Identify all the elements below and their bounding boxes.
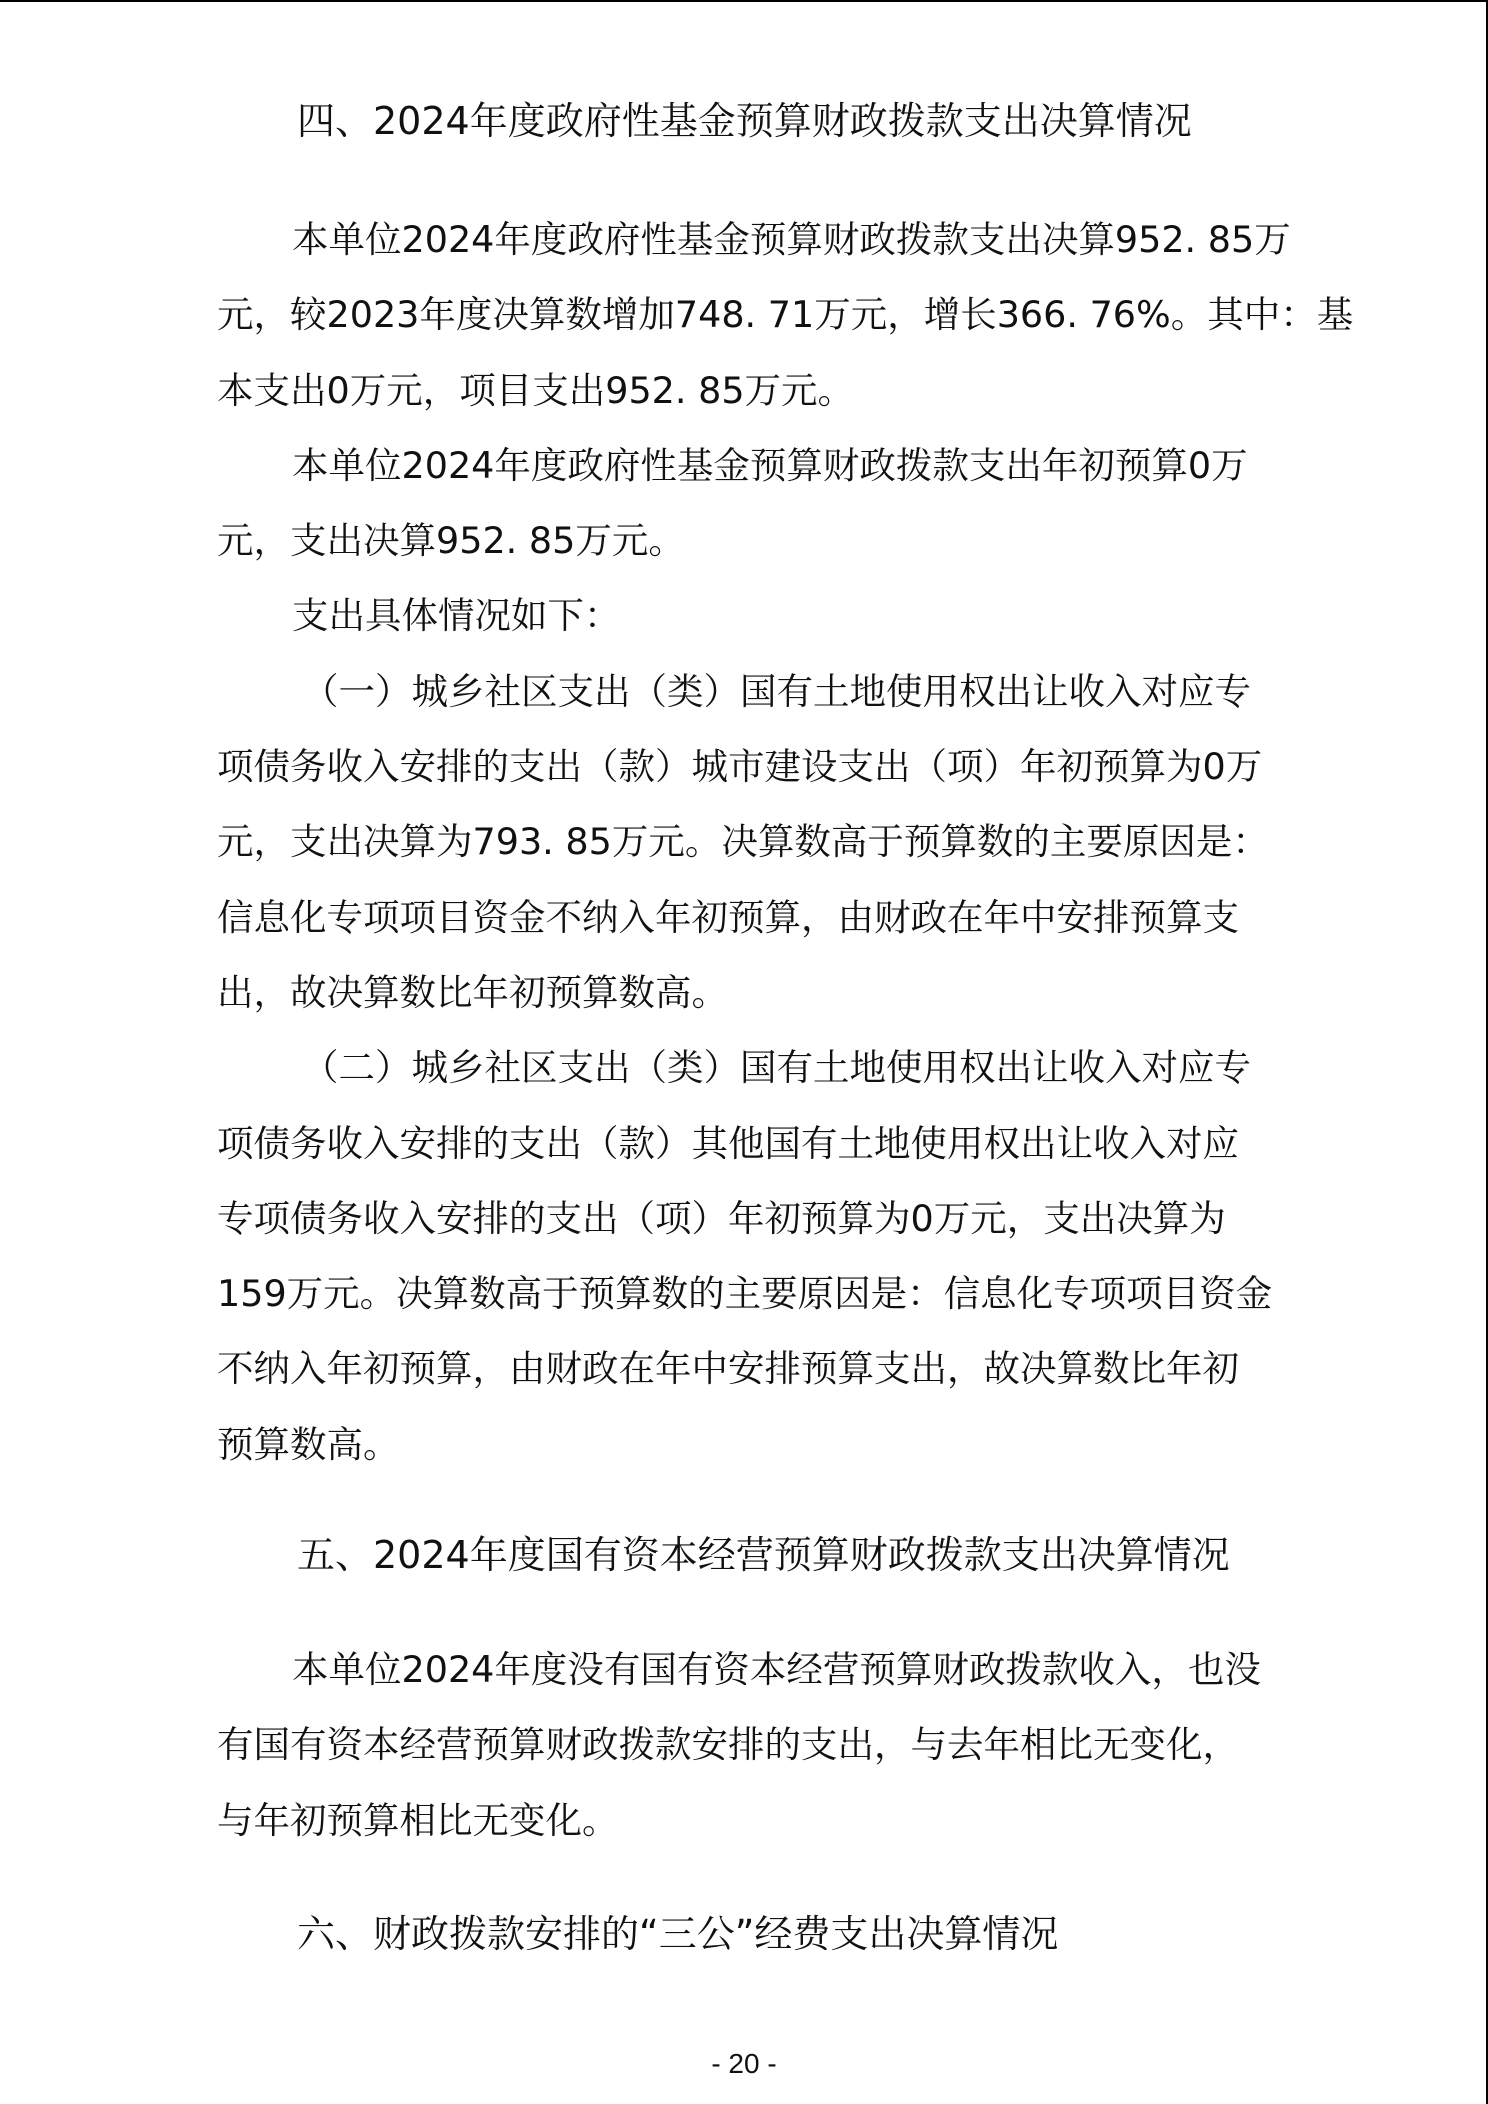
section-4-item-1	[217, 654, 1287, 1030]
section-4-paragraph-total	[217, 202, 1354, 428]
text-line: 项债务收入安排的支出（款）其他国有土地使用权出让收入对应	[217, 1121, 1239, 1165]
text-line: 专项债务收入安排的支出（项）年初预算为0万元，支出决算为	[217, 1196, 1226, 1240]
text-line: 项债务收入安排的支出（款）城市建设支出（项）年初预算为0万	[217, 745, 1263, 789]
section-4-paragraph-intro	[217, 578, 1287, 653]
text-line: 不纳入年初预算，由财政在年中安排预算支出，故决算数比年初	[217, 1347, 1239, 1391]
text-line: 信息化专项项目资金不纳入年初预算，由财政在年中安排预算支	[217, 895, 1239, 939]
text-line: 本单位2024年度政府性基金预算财政拨款支出年初预算0万	[292, 443, 1248, 487]
section-4-heading: 四、2024年度政府性基金预算财政拨款支出决算情况	[297, 99, 1192, 143]
text-line: 本支出0万元，项目支出952. 85万元。	[217, 368, 855, 412]
text-line: （一）城乡社区支出（类）国有土地使用权出让收入对应专	[302, 669, 1251, 713]
text-line: 元，支出决算952. 85万元。	[217, 519, 685, 563]
section-6-heading: 六、财政拨款安排的“三公”经费支出决算情况	[297, 1911, 1059, 1956]
text-line: 元，较2023年度决算数增加748. 71万元，增长366. 76%。其中：基	[217, 293, 1354, 337]
text-line: 有国有资本经营预算财政拨款安排的支出，与去年相比无变化，	[217, 1723, 1239, 1767]
text-line: 本单位2024年度没有国有资本经营预算财政拨款收入，也没	[292, 1648, 1261, 1692]
text-line: （二）城乡社区支出（类）国有土地使用权出让收入对应专	[302, 1046, 1251, 1090]
document-body	[217, 88, 1354, 1968]
section-5-heading: 五、2024年度国有资本经营预算财政拨款支出决算情况	[297, 1533, 1230, 1578]
section-4-item-2	[217, 1030, 1287, 1482]
section-5-paragraph	[217, 1632, 1287, 1858]
text-line: 元，支出决算为793. 85万元。决算数高于预算数的主要原因是：	[217, 820, 1269, 864]
text-line: 支出具体情况如下：	[292, 594, 621, 638]
page-top-border	[0, 0, 1488, 2]
text-line: 出，故决算数比年初预算数高。	[217, 970, 728, 1014]
page-number: - 20 -	[711, 2048, 777, 2079]
text-line: 预算数高。	[217, 1422, 400, 1466]
text-line: 159万元。决算数高于预算数的主要原因是：信息化专项项目资金	[217, 1272, 1273, 1316]
text-line: 本单位2024年度政府性基金预算财政拨款支出决算952. 85万	[292, 218, 1291, 261]
section-4-paragraph-budget	[217, 428, 1287, 579]
text-line: 与年初预算相比无变化。	[217, 1798, 619, 1842]
